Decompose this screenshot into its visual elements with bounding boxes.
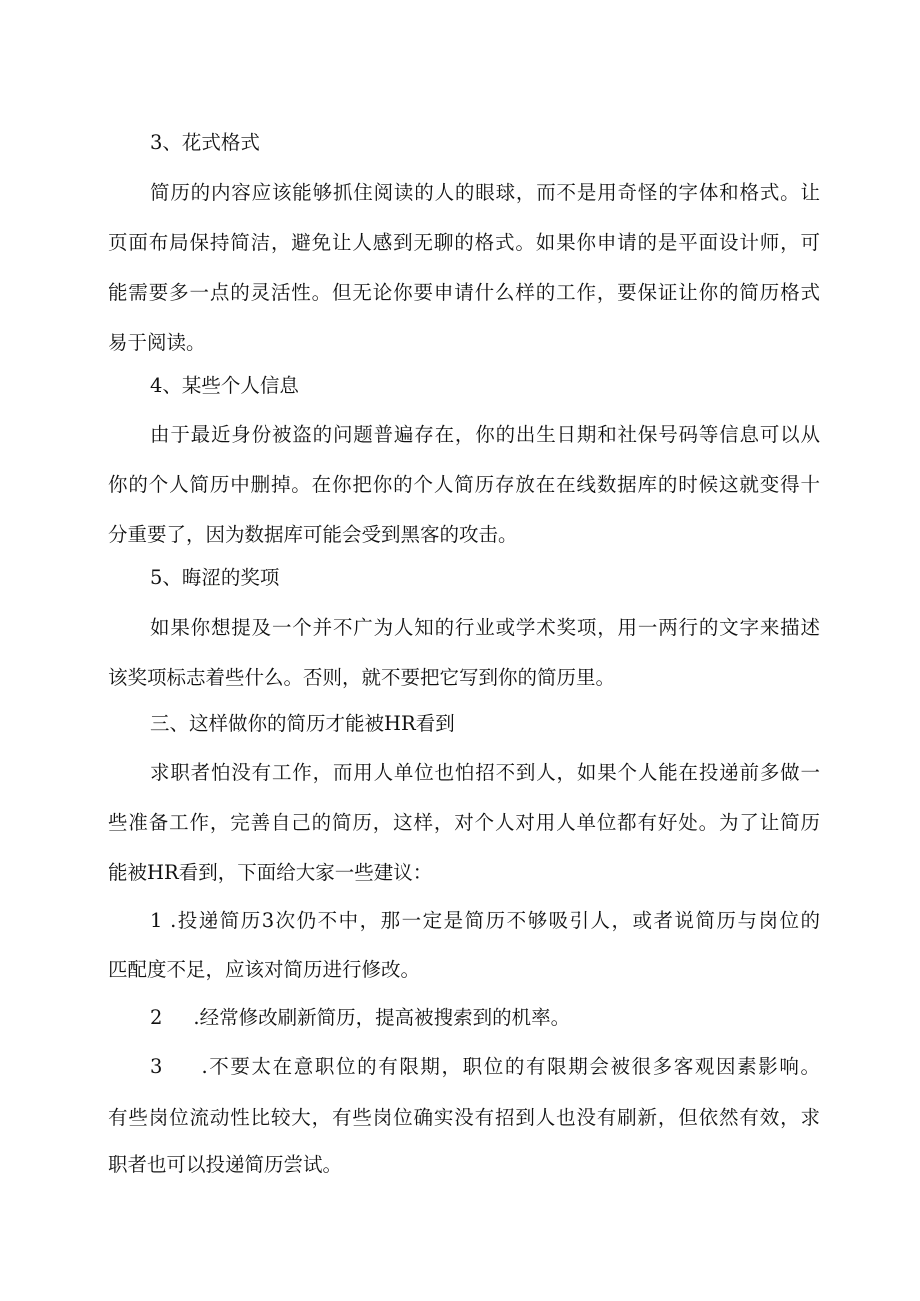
list-item-3-line: 职者也可以投递简历尝试。 xyxy=(108,1153,343,1176)
paragraph-line: 该奖项标志着些什么。否则，就不要把它写到你的简历里。 xyxy=(108,666,616,689)
list-item-1-line: 1 .投递简历3次仍不中，那一定是简历不够吸引人，或者说简历与岗位的 xyxy=(150,909,820,932)
list-item-3-line: 有些岗位流动性比较大，有些岗位确实没有招到人也没有刷新，但依然有效，求 xyxy=(108,1106,820,1129)
section-heading-5: 5、晦涩的奖项 xyxy=(150,566,280,589)
paragraph-line: 易于阅读。 xyxy=(108,331,206,354)
paragraph-line: 由于最近身份被盗的问题普遍存在，你的出生日期和社保号码等信息可以从 xyxy=(150,423,820,446)
paragraph-line: 能被HR看到，下面给大家一些建议： xyxy=(108,861,433,884)
paragraph-line: 简历的内容应该能够抓住阅读的人的眼球，而不是用奇怪的字体和格式。让 xyxy=(150,181,820,204)
paragraph-line: 如果你想提及一个并不广为人知的行业或学术奖项，用一两行的文字来描述 xyxy=(150,616,820,639)
section-heading-three: 三、这样做你的简历才能被HR看到 xyxy=(150,712,455,735)
paragraph-line: 你的个人简历中删掉。在你把你的个人简历存放在在线数据库的时候这就变得十 xyxy=(108,473,820,496)
list-item-3-line: 3 .不要太在意职位的有限期，职位的有限期会被很多客观因素影响。 xyxy=(150,1055,820,1078)
paragraph-line: 求职者怕没有工作，而用人单位也怕招不到人，如果个人能在投递前多做一 xyxy=(150,761,820,784)
section-heading-4: 4、某些个人信息 xyxy=(150,374,299,397)
paragraph-line: 分重要了，因为数据库可能会受到黑客的攻击。 xyxy=(108,523,518,546)
list-item-2-line: 2 .经常修改刷新简历，提高被搜索到的机率。 xyxy=(150,1006,571,1029)
paragraph-line: 页面布局保持简洁，避免让人感到无聊的格式。如果你申请的是平面设计师，可 xyxy=(108,231,820,254)
paragraph-line: 能需要多一点的灵活性。但无论你要申请什么样的工作，要保证让你的简历格式 xyxy=(108,281,820,304)
section-heading-3: 3、花式格式 xyxy=(150,131,260,154)
paragraph-line: 些准备工作，完善自己的简历，这样，对个人对用人单位都有好处。为了让简历 xyxy=(108,811,820,834)
list-item-1-line: 匹配度不足，应该对简历进行修改。 xyxy=(108,958,421,981)
